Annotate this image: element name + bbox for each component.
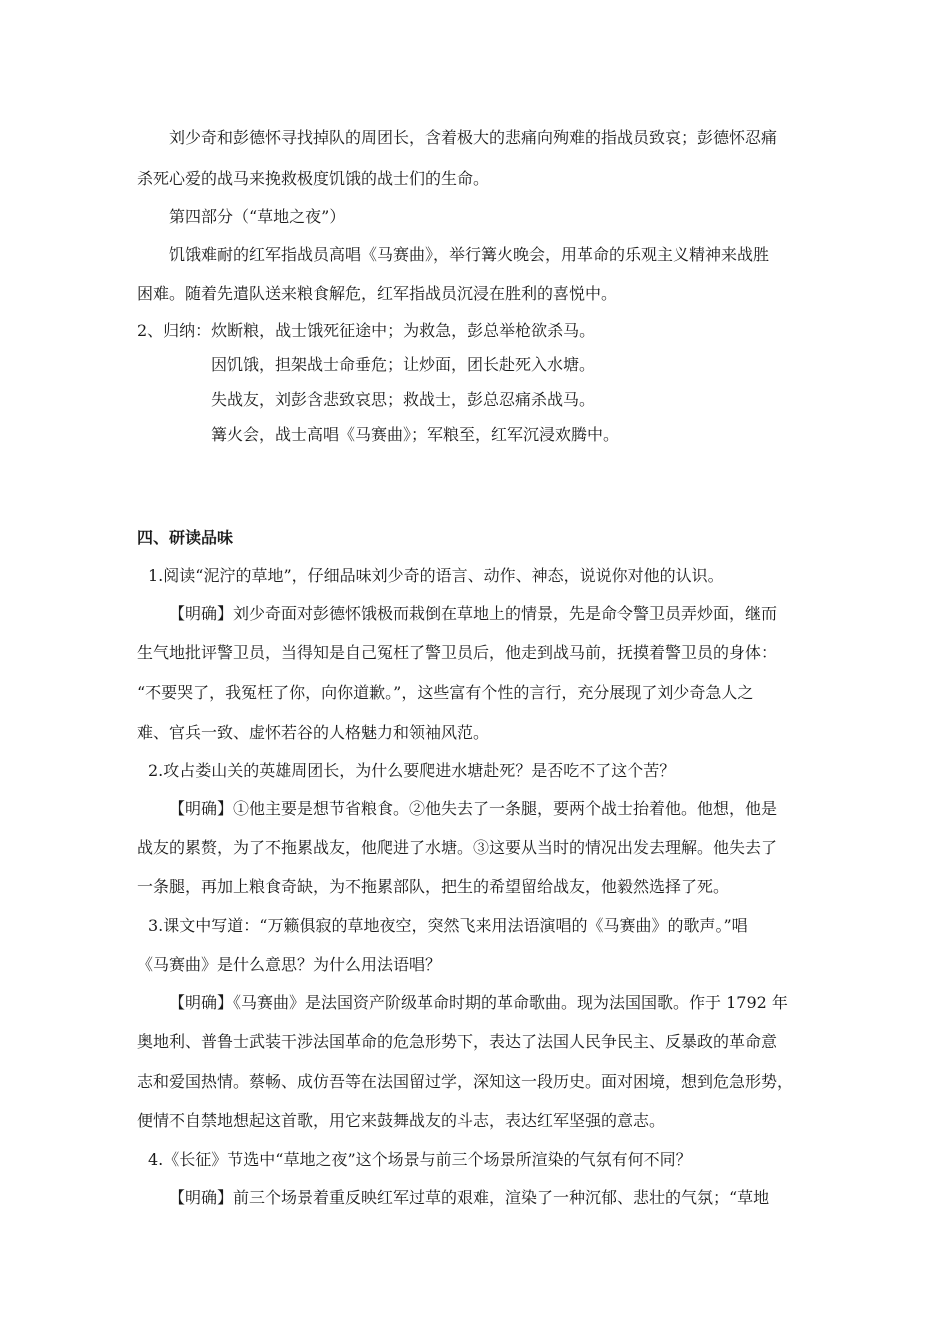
text-line: 一条腿，再加上粮食奇缺，为不拖累部队，把生的希望留给战友，他毅然选择了死。 [137,877,730,896]
text-line: 困难。随着先遣队送来粮食解危，红军指战员沉浸在胜利的喜悦中。 [137,284,618,303]
text-line: 2、归纳：炊断粮，战士饿死征途中；为救急，彭总举枪欲杀马。 [137,321,596,340]
text-line: 2.攻占娄山关的英雄周团长，为什么要爬进水塘赴死？是否吃不了这个苦？ [148,761,676,780]
text-line: 战友的累赘，为了不拖累战友，他爬进了水塘。③这要从当时的情况出发去理解。他失去了 [137,838,778,857]
text-line: 志和爱国热情。蔡畅、成仿吾等在法国留过学，深知这一段历史。面对困境，想到危急形势， [137,1072,794,1091]
text-line: 生气地批评警卫员，当得知是自己冤枉了警卫员后，他走到战马前，抚摸着警卫员的身体： [137,643,778,662]
text-line: 第四部分（“草地之夜”） [169,207,346,226]
text-line: 因饥饿，担架战士命垂危；让炒面，团长赴死入水塘。 [211,355,596,374]
text-line: 《马赛曲》是什么意思？为什么用法语唱？ [137,955,442,974]
text-line: 【明确】《马赛曲》是法国资产阶级革命时期的革命歌曲。现为法国国歌。作于 1792 年 [169,993,788,1012]
text-line: 难、官兵一致、虚怀若谷的人格魅力和领袖风范。 [137,723,490,742]
text-line: 4.《长征》节选中“草地之夜”这个场景与前三个场景所渲染的气氛有何不同？ [148,1150,692,1169]
text-line: 1.阅读“泥泞的草地”，仔细品味刘少奇的语言、动作、神态，说说你对他的认识。 [148,566,724,585]
text-line: 【明确】前三个场景着重反映红军过草的艰难，渲染了一种沉郁、悲壮的气氛；“草地 [169,1188,770,1207]
text-line: 3.课文中写道：“万籁俱寂的草地夜空，突然飞来用法语演唱的《马赛曲》的歌声。”唱 [148,916,748,935]
text-line: 失战友，刘彭含悲致哀思；救战士，彭总忍痛杀战马。 [211,390,596,409]
section-heading: 四、研读品味 [137,528,234,547]
text-line: 【明确】刘少奇面对彭德怀饿极而栽倒在草地上的情景，先是命令警卫员弄炒面，继而 [169,604,778,623]
text-line: 刘少奇和彭德怀寻找掉队的周团长，含着极大的悲痛向殉难的指战员致哀；彭德怀忍痛 [169,128,778,147]
text-line: 篝火会，战士高唱《马赛曲》；军粮至，红军沉浸欢腾中。 [211,425,620,444]
text-line: 饥饿难耐的红军指战员高唱《马赛曲》，举行篝火晚会，用革命的乐观主义精神来战胜 [169,245,770,264]
text-line: 杀死心爱的战马来挽救极度饥饿的战士们的生命。 [137,169,490,188]
text-line: 奥地利、普鲁士武装干涉法国革命的危急形势下，表达了法国人民争民主、反暴政的革命意 [137,1032,778,1051]
text-line: 便情不自禁地想起这首歌，用它来鼓舞战友的斗志，表达红军坚强的意志。 [137,1111,666,1130]
text-line: 【明确】①他主要是想节省粮食。②他失去了一条腿，要两个战士抬着他。他想，他是 [169,799,778,818]
text-line: “不要哭了，我冤枉了你，向你道歉。”，这些富有个性的言行，充分展现了刘少奇急人之 [137,683,754,702]
